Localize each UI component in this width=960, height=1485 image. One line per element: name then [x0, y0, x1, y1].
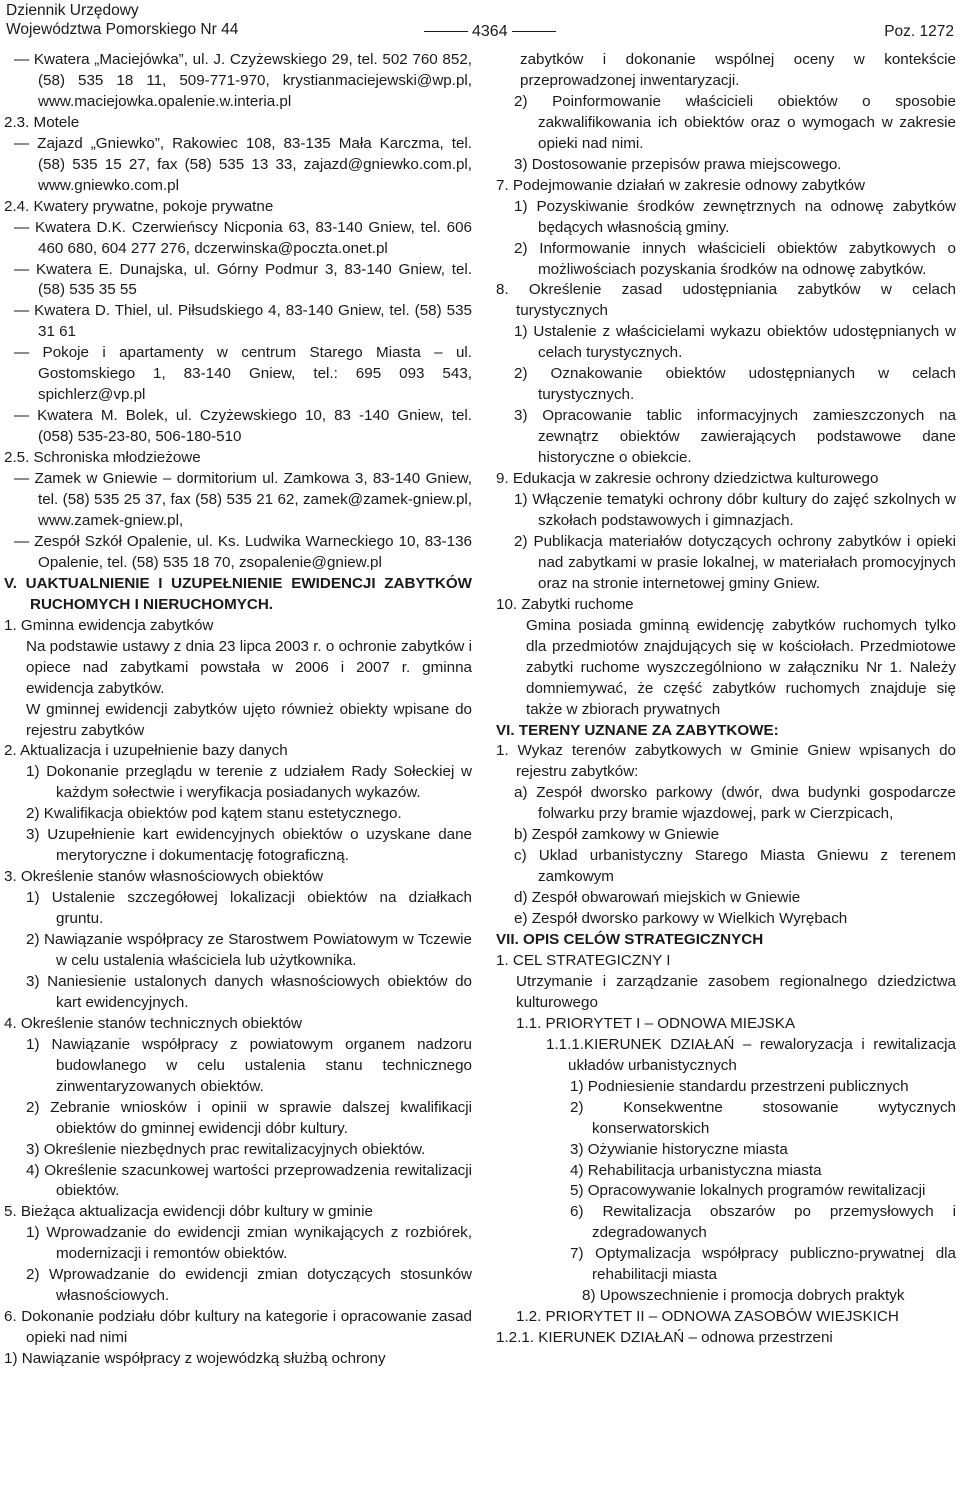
journal-title: Dziennik Urzędowy: [6, 2, 139, 19]
paragraph: — Kwatera M. Bolek, ul. Czyżewskiego 10, 83 -140 Gniew, tel. (058) 535-23-80, 506-180-510: [14, 407, 472, 446]
paragraph: a) Zespół dworsko parkowy (dwór, dwa budynki gospodarcze folwarku przy bramie wjazdowej, park w Cierzpicach,: [514, 784, 956, 823]
paragraph: W gminnej ewidencji zabytków ujęto również obiekty wpisane do rejestru zabytków: [26, 700, 472, 739]
paragraph: 1) Nawiązanie współpracy z wojewódzką służbą ochrony: [4, 1350, 386, 1368]
paragraph: 2) Poinformowanie właścicieli obiektów o sposobie zakwalifikowania ich obiektów oraz o wymogach w zakresie opieki nad nimi.: [514, 92, 956, 152]
paragraph: — Kwatera E. Dunajska, ul. Górny Podmur 3, 83-140 Gniew, tel. (58) 535 35 55: [14, 260, 472, 299]
paragraph: 2) Zebranie wniosków i opinii w sprawie dalszej kwalifikacji obiektów do gminnej ewidencji dóbr kultury.: [26, 1098, 472, 1137]
paragraph: 3) Naniesienie ustalonych danych własnościowych obiektów do kart ewidencyjnych.: [26, 972, 472, 1011]
paragraph: V. UAKTUALNIENIE I UZUPEŁNIENIE EWIDENCJI ZABYTKÓW RUCHOMYCH I NIERUCHOMYCH.: [4, 574, 472, 613]
paragraph: 1.1.1.KIERUNEK DZIAŁAŃ – rewaloryzacja i rewitalizacja układów urbanistycznych: [546, 1035, 956, 1074]
paragraph: 3) Opracowanie tablic informacyjnych zamieszczonych na zewnątrz obiektów zawierających podstawowe dane historyczne o obiekcie.: [514, 407, 956, 467]
page-number-rule-left: [424, 31, 468, 32]
paragraph: 10. Zabytki ruchome: [496, 595, 634, 613]
paragraph: 1) Wprowadzanie do ewidencji zmian wynikających z rozbiórek, modernizacji i remontów obiektów.: [26, 1224, 472, 1263]
paragraph: b) Zespół zamkowy w Gniewie: [514, 826, 720, 844]
paragraph: 1) Włączenie tematyki ochrony dóbr kultury do zajęć szkolnych w szkołach podstawowych i gimnazjach.: [514, 491, 956, 529]
paragraph: 2.5. Schroniska młodzieżowe: [4, 449, 201, 467]
paragraph: 3) Ożywianie historyczne miasta: [570, 1140, 788, 1158]
paragraph: — Zespół Szkół Opalenie, ul. Ks. Ludwika Warneckiego 10, 83-136 Opalenie, tel. (58) 535 18 70, zsopalenie@gniew.pl: [14, 532, 472, 571]
paragraph: 2) Publikacja materiałów dotyczących ochrony zabytków i opieki nad zabytkami w prasie lokalnej, w materiałach promocyjnych oraz na stronie internetowej gminy Gniew.: [514, 532, 956, 592]
paragraph: — Zajazd „Gniewko”, Rakowiec 108, 83-135 Mała Karczma, tel. (58) 535 15 27, fax (58) 535 13 33, zajazd@gniewko.com.pl, www.gniewko.com.pl: [14, 134, 472, 194]
paragraph: 2.3. Motele: [4, 113, 80, 131]
paragraph: 1.2.1. KIERUNEK DZIAŁAŃ – odnowa przestrzeni: [496, 1329, 833, 1347]
paragraph: 9. Edukacja w zakresie ochrony dziedzictwa kulturowego: [496, 470, 879, 488]
paragraph: 2. Aktualizacja i uzupełnienie bazy danych: [4, 742, 288, 760]
paragraph: 8. Określenie zasad udostępniania zabytków w celach turystycznych: [496, 281, 956, 320]
paragraph: 2) Nawiązanie współpracy ze Starostwem Powiatowym w Tczewie w celu ustalenia właściciela lub użytkownika.: [26, 931, 472, 969]
paragraph: 6) Rewitalizacja obszarów po przemysłowych i zdegradowanych: [570, 1203, 956, 1242]
right-column: [496, 50, 956, 1349]
paragraph: 5) Opracowywanie lokalnych programów rewitalizacji: [570, 1182, 926, 1200]
paragraph: 7. Podejmowanie działań w zakresie odnowy zabytków: [496, 176, 865, 194]
paragraph: 2) Wprowadzanie do ewidencji zmian dotyczących stosunków własnościowych.: [26, 1266, 472, 1305]
paragraph: c) Uklad urbanistyczny Starego Miasta Gniewu z terenem zamkowym: [514, 847, 956, 886]
page-number-rule-right: [512, 31, 556, 32]
paragraph: 6. Dokonanie podziału dóbr kultury na kategorie i opracowanie zasad opieki nad nimi: [4, 1308, 472, 1347]
paragraph: Na podstawie ustawy z dnia 23 lipca 2003 r. o ochronie zabytków i opiece nad zabytkami powstała w 2006 i 2007 r. gminna ewidencja zabytków.: [26, 637, 472, 697]
paragraph: d) Zespół obwarowań miejskich w Gniewie: [514, 889, 801, 907]
paragraph: 5. Bieżąca aktualizacja ewidencji dóbr kultury w gminie: [4, 1203, 373, 1221]
paragraph: 1) Ustalenie szczegółowej lokalizacji obiektów na działkach gruntu.: [26, 889, 472, 928]
page-number: 4364: [472, 23, 508, 40]
paragraph: 1. CEL STRATEGICZNY I: [496, 951, 671, 969]
paragraph: 2) Informowanie innych właścicieli obiektów zabytkowych o możliwościach pozyskania środków na odnowę zabytków.: [514, 239, 956, 278]
journal-voivodeship: Województwa Pomorskiego Nr 44: [6, 21, 239, 38]
paragraph: 1. Wykaz terenów zabytkowych w Gminie Gniew wpisanych do rejestru zabytków:: [496, 742, 956, 781]
paragraph: 1. Gminna ewidencja zabytków: [4, 616, 214, 634]
paragraph: 1.2. PRIORYTET II – ODNOWA ZASOBÓW WIEJSKICH: [516, 1308, 899, 1326]
paragraph: 4. Określenie stanów technicznych obiektów: [4, 1014, 302, 1032]
paragraph: 1) Podniesienie standardu przestrzeni publicznych: [570, 1077, 909, 1095]
paragraph: 7) Optymalizacja współpracy publiczno-prywatnej dla rehabilitacji miasta: [570, 1245, 956, 1284]
paragraph: — Kwatera D. Thiel, ul. Piłsudskiego 4, 83-140 Gniew, tel. (58) 535 31 61: [14, 302, 472, 341]
paragraph: VII. OPIS CELÓW STRATEGICZNYCH: [496, 931, 764, 949]
paragraph: — Kwatera D.K. Czerwieńscy Nicponia 63, 83-140 Gniew, tel. 606 460 680, 604 277 276, dczerwinska@poczta.onet.pl: [14, 218, 472, 257]
paragraph: Gmina posiada gminną ewidencję zabytków ruchomych tylko dla przedmiotów znajdujących się w kościołach. Przedmiotowe zabytki ruchome wyszczególniono w załączniku Nr 1. Należy domniemywać, że część zabytków ruchomych znajduje się także w zbiorach prywatnych: [526, 616, 956, 718]
paragraph: 1) Pozyskiwanie środków zewnętrznych na odnowę zabytków będących własnością gminy.: [514, 197, 956, 236]
paragraph: 1) Nawiązanie współpracy z powiatowym organem nadzoru budowlanego w celu ustalenia stanu technicznego zinwentaryzowanych obiektów.: [26, 1035, 472, 1095]
paragraph: 2) Kwalifikacja obiektów pod kątem stanu estetycznego.: [26, 805, 402, 823]
paragraph: 2.4. Kwatery prywatne, pokoje prywatne: [4, 197, 274, 215]
paragraph: — Pokoje i apartamenty w centrum Starego Miasta – ul. Gostomskiego 1, 83-140 Gniew, tel.: 695 093 543, spichlerz@vp.pl: [14, 344, 472, 404]
paragraph: 3) Określenie niezbędnych prac rewitalizacyjnych obiektów.: [26, 1140, 426, 1158]
paragraph: 3. Określenie stanów własnościowych obiektów: [4, 868, 324, 886]
paragraph: 1) Dokonanie przeglądu w terenie z udziałem Rady Sołeckiej w każdym sołectwie i weryfikacja posiadanych wykazów.: [26, 763, 472, 802]
paragraph: 4) Określenie szacunkowej wartości przeprowadzenia rewitalizacji obiektów.: [26, 1161, 472, 1200]
paragraph: 4) Rehabilitacja urbanistyczna miasta: [570, 1161, 822, 1179]
paragraph: 3) Dostosowanie przepisów prawa miejscowego.: [514, 155, 842, 173]
paragraph: — Kwatera „Maciejówka”, ul. J. Czyżewskiego 29, tel. 502 760 852, (58) 535 18 11, 509-771-970, krystianmaciejewski@wp.pl, www.maciejowka.opalenie.w.interia.pl: [14, 51, 472, 110]
paragraph: 2) Oznakowanie obiektów udostępnianych w celach turystycznych.: [514, 365, 956, 404]
left-column: [4, 50, 472, 1370]
paragraph: Utrzymanie i zarządzanie zasobem regionalnego dziedzictwa kulturowego: [516, 972, 956, 1011]
paragraph: VI. TERENY UZNANE ZA ZABYTKOWE:: [496, 721, 779, 739]
paragraph: 3) Uzupełnienie kart ewidencyjnych obiektów o uzyskane dane merytoryczne i dokumentację fotograficzną.: [26, 826, 472, 865]
journal-masthead: [6, 1, 238, 39]
page-header: [0, 0, 960, 44]
paragraph: 2) Konsekwentne stosowanie wytycznych konserwatorskich: [570, 1098, 956, 1137]
paragraph: — Zamek w Gniewie – dormitorium ul. Zamkowa 3, 83-140 Gniew, tel. (58) 535 25 37, fax (58) 535 21 62, zamek@zamek-gniew.pl, www.zamek-gniew.pl,: [14, 470, 472, 529]
page-number-block: [420, 22, 560, 42]
position-number: Poz. 1272: [884, 23, 954, 40]
paragraph: 8) Upowszechnienie i promocja dobrych praktyk: [582, 1287, 905, 1305]
paragraph: zabytków i dokonanie wspólnej oceny w kontekście przeprowadzonej inwentaryzacji.: [520, 51, 956, 89]
paragraph: 1) Ustalenie z właścicielami wykazu obiektów udostępnianych w celach turystycznych.: [514, 323, 956, 362]
paragraph: 1.1. PRIORYTET I – ODNOWA MIEJSKA: [516, 1014, 796, 1032]
paragraph: e) Zespół dworsko parkowy w Wielkich Wyrębach: [514, 910, 848, 928]
